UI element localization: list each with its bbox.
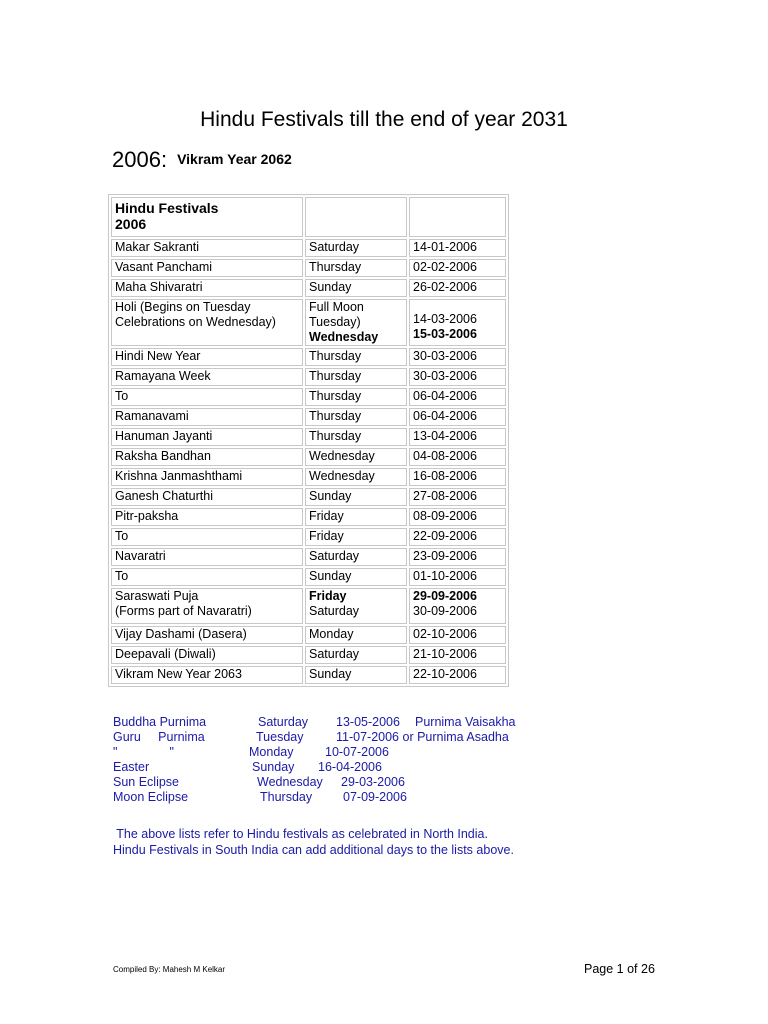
festival-day: Saturday (305, 239, 407, 257)
festival-date-line: 30-09-2006 (413, 604, 477, 618)
table-row (111, 279, 506, 297)
festival-date: 14-01-2006 (409, 239, 506, 257)
table-row (111, 388, 506, 406)
note-line: Hindu Festivals in South India can add additional days to the lists above. (113, 843, 514, 857)
festival-name: To (111, 568, 303, 586)
list-item-date: 07-09-2006 (343, 790, 407, 804)
festival-name: Deepavali (Diwali) (111, 646, 303, 664)
festival-date: 22-09-2006 (409, 528, 506, 546)
table-row (111, 348, 506, 366)
festival-day: Thursday (305, 408, 407, 426)
festival-day-line: Wednesday (309, 330, 379, 344)
list-item (113, 715, 516, 730)
list-item (113, 760, 382, 775)
festival-date: 23-09-2006 (409, 548, 506, 566)
table-row (111, 299, 506, 346)
header-title: Hindu Festivals (115, 200, 219, 216)
festival-day: Saturday (305, 548, 407, 566)
list-item-name: " " (113, 745, 174, 759)
festival-name: Krishna Janmashthami (111, 468, 303, 486)
table-row (111, 646, 506, 664)
festival-name: Ganesh Chaturthi (111, 488, 303, 506)
festival-date: 02-10-2006 (409, 626, 506, 644)
table-row (111, 239, 506, 257)
festival-day: Sunday (305, 666, 407, 684)
list-item-day: Wednesday (257, 775, 323, 789)
festival-date: 30-03-2006 (409, 348, 506, 366)
list-item-extra: Purnima Vaisakha (415, 715, 516, 729)
list-item (113, 745, 389, 760)
list-item-date: 13-05-2006 (336, 715, 400, 729)
table-header-empty (409, 197, 506, 237)
list-item-name: Moon Eclipse (113, 790, 189, 804)
list-item (113, 775, 405, 790)
festival-day: Saturday (305, 646, 407, 664)
festival-day: Thursday (305, 259, 407, 277)
festival-day: Sunday (305, 568, 407, 586)
festival-date-line: 29-09-2006 (413, 589, 477, 603)
festival-name-line: Celebrations on Wednesday) (115, 315, 276, 329)
festival-date: 21-10-2006 (409, 646, 506, 664)
page-title: Hindu Festivals till the end of year 2031 (200, 108, 568, 131)
festival-name: Hanuman Jayanti (111, 428, 303, 446)
festival-date: 04-08-2006 (409, 448, 506, 466)
festival-date: 06-04-2006 (409, 388, 506, 406)
list-item-name: Sun Eclipse (113, 775, 180, 789)
header-year: 2006 (115, 216, 147, 232)
festival-day: Thursday (305, 428, 407, 446)
page-number: Page 1 of 26 (584, 962, 655, 976)
table-header-cell (111, 197, 303, 237)
festival-day-line: Full Moon (309, 300, 364, 314)
festival-date: 16-08-2006 (409, 468, 506, 486)
festival-day: Monday (305, 626, 407, 644)
list-item-day: Monday (249, 745, 294, 759)
table-row (111, 626, 506, 644)
festival-day: Wednesday (305, 448, 407, 466)
list-item-name: Easter (113, 760, 150, 774)
note-line: The above lists refer to Hindu festivals as celebrated in North India. (113, 827, 488, 841)
festival-name: Pitr-paksha (111, 508, 303, 526)
list-item-day: Saturday (258, 715, 309, 729)
list-item-name: Buddha Purnima (113, 715, 207, 729)
table-row (111, 259, 506, 277)
table-header-row (111, 197, 506, 237)
region-note (113, 826, 514, 858)
list-item-date: 11-07-2006 or Purnima Asadha (336, 730, 509, 744)
table-row (111, 508, 506, 526)
table-row (111, 666, 506, 684)
festival-day: Thursday (305, 368, 407, 386)
festival-name: Navaratri (111, 548, 303, 566)
list-item-day: Sunday (252, 760, 295, 774)
festival-day: Sunday (305, 488, 407, 506)
festival-date: 27-08-2006 (409, 488, 506, 506)
festival-name: Vikram New Year 2063 (111, 666, 303, 684)
festival-date: 22-10-2006 (409, 666, 506, 684)
list-item-name: Guru Purnima (113, 730, 205, 744)
table-row (111, 368, 506, 386)
festival-name: To (111, 528, 303, 546)
festival-name: Hindi New Year (111, 348, 303, 366)
festival-date-line: 14-03-2006 (413, 312, 477, 326)
festival-name-line: Saraswati Puja (115, 589, 199, 603)
festival-day-line: Saturday (309, 604, 360, 618)
festival-day: Thursday (305, 388, 407, 406)
table-row (111, 568, 506, 586)
list-item-date: 10-07-2006 (325, 745, 389, 759)
festival-name: Ramayana Week (111, 368, 303, 386)
festival-date: 01-10-2006 (409, 568, 506, 586)
festival-name: To (111, 388, 303, 406)
list-item-date: 16-04-2006 (318, 760, 382, 774)
festival-name: Vasant Panchami (111, 259, 303, 277)
festival-date: 02-02-2006 (409, 259, 506, 277)
table-header-empty (305, 197, 407, 237)
vikram-year-label: Vikram Year 2062 (177, 151, 292, 167)
festival-day-line: Tuesday) (309, 315, 361, 329)
table-row (111, 468, 506, 486)
festival-date: 06-04-2006 (409, 408, 506, 426)
festival-date: 26-02-2006 (409, 279, 506, 297)
other-festivals-list (113, 715, 516, 805)
list-item (113, 790, 407, 805)
table-row (111, 408, 506, 426)
festival-date: 30-03-2006 (409, 368, 506, 386)
festival-day: Thursday (305, 348, 407, 366)
festival-date: 08-09-2006 (409, 508, 506, 526)
festival-day: Friday (305, 508, 407, 526)
festival-name (111, 299, 303, 346)
festival-name: Vijay Dashami (Dasera) (111, 626, 303, 644)
table-row (111, 528, 506, 546)
festival-name: Makar Sakranti (111, 239, 303, 257)
festival-name (111, 588, 303, 624)
festival-table (108, 194, 509, 687)
festival-day-line: Friday (309, 589, 347, 603)
table-row (111, 548, 506, 566)
festival-day (305, 299, 407, 346)
festival-date (409, 588, 506, 624)
year-label: 2006: (112, 147, 168, 172)
list-item-day: Thursday (260, 790, 313, 804)
table-row (111, 448, 506, 466)
table-row (111, 488, 506, 506)
festival-date: 13-04-2006 (409, 428, 506, 446)
list-item-date: 29-03-2006 (341, 775, 405, 789)
table-row (111, 588, 506, 624)
festival-day: Sunday (305, 279, 407, 297)
festival-day: Friday (305, 528, 407, 546)
festival-name: Raksha Bandhan (111, 448, 303, 466)
festival-name: Ramanavami (111, 408, 303, 426)
festival-name-line: (Forms part of Navaratri) (115, 604, 252, 618)
festival-day: Wednesday (305, 468, 407, 486)
festival-date (409, 299, 506, 346)
festival-day (305, 588, 407, 624)
list-item-day: Tuesday (256, 730, 304, 744)
compiled-by: Compiled By: Mahesh M Kelkar (113, 965, 226, 974)
table-row (111, 428, 506, 446)
festival-date-line: 15-03-2006 (413, 327, 477, 341)
year-heading (112, 147, 292, 173)
festival-name: Maha Shivaratri (111, 279, 303, 297)
list-item (113, 730, 509, 745)
festival-name-line: Holi (Begins on Tuesday (115, 300, 251, 314)
